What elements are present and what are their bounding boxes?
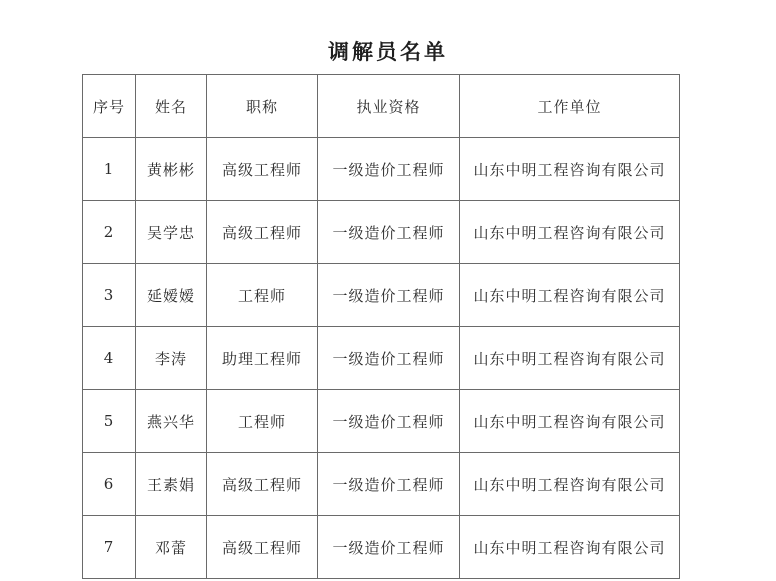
cell-title: 助理工程师 bbox=[207, 327, 318, 390]
cell-name: 李涛 bbox=[136, 327, 207, 390]
table-row bbox=[83, 327, 680, 390]
cell-title: 工程师 bbox=[207, 390, 318, 453]
cell-index: 5 bbox=[83, 390, 136, 453]
cell-index: 1 bbox=[83, 138, 136, 201]
header-employer: 工作单位 bbox=[460, 75, 680, 138]
cell-employer: 山东中明工程咨询有限公司 bbox=[460, 138, 680, 201]
cell-qualification: 一级造价工程师 bbox=[318, 516, 460, 579]
cell-employer: 山东中明工程咨询有限公司 bbox=[460, 390, 680, 453]
cell-index: 2 bbox=[83, 201, 136, 264]
cell-title: 工程师 bbox=[207, 264, 318, 327]
table-row bbox=[83, 138, 680, 201]
cell-employer: 山东中明工程咨询有限公司 bbox=[460, 516, 680, 579]
cell-qualification: 一级造价工程师 bbox=[318, 453, 460, 516]
header-title: 职称 bbox=[207, 75, 318, 138]
cell-qualification: 一级造价工程师 bbox=[318, 390, 460, 453]
header-name: 姓名 bbox=[136, 75, 207, 138]
table-row bbox=[83, 264, 680, 327]
cell-index: 6 bbox=[83, 453, 136, 516]
cell-index: 7 bbox=[83, 516, 136, 579]
cell-qualification: 一级造价工程师 bbox=[318, 138, 460, 201]
cell-employer: 山东中明工程咨询有限公司 bbox=[460, 327, 680, 390]
mediator-table bbox=[82, 74, 680, 579]
cell-index: 3 bbox=[83, 264, 136, 327]
cell-qualification: 一级造价工程师 bbox=[318, 327, 460, 390]
table-header-row bbox=[83, 75, 680, 138]
table-row bbox=[83, 201, 680, 264]
header-qualification: 执业资格 bbox=[318, 75, 460, 138]
header-index: 序号 bbox=[83, 75, 136, 138]
cell-title: 高级工程师 bbox=[207, 138, 318, 201]
table-row bbox=[83, 390, 680, 453]
cell-employer: 山东中明工程咨询有限公司 bbox=[460, 264, 680, 327]
cell-employer: 山东中明工程咨询有限公司 bbox=[460, 201, 680, 264]
cell-name: 黄彬彬 bbox=[136, 138, 207, 201]
cell-name: 延嫒嫒 bbox=[136, 264, 207, 327]
cell-title: 高级工程师 bbox=[207, 201, 318, 264]
cell-qualification: 一级造价工程师 bbox=[318, 201, 460, 264]
page-title: 调解员名单 bbox=[328, 40, 448, 64]
cell-title: 高级工程师 bbox=[207, 453, 318, 516]
cell-name: 吴学忠 bbox=[136, 201, 207, 264]
cell-employer: 山东中明工程咨询有限公司 bbox=[460, 453, 680, 516]
cell-name: 燕兴华 bbox=[136, 390, 207, 453]
cell-qualification: 一级造价工程师 bbox=[318, 264, 460, 327]
cell-name: 邓蕾 bbox=[136, 516, 207, 579]
table-row bbox=[83, 453, 680, 516]
cell-index: 4 bbox=[83, 327, 136, 390]
cell-title: 高级工程师 bbox=[207, 516, 318, 579]
cell-name: 王素娟 bbox=[136, 453, 207, 516]
table-row bbox=[83, 516, 680, 579]
